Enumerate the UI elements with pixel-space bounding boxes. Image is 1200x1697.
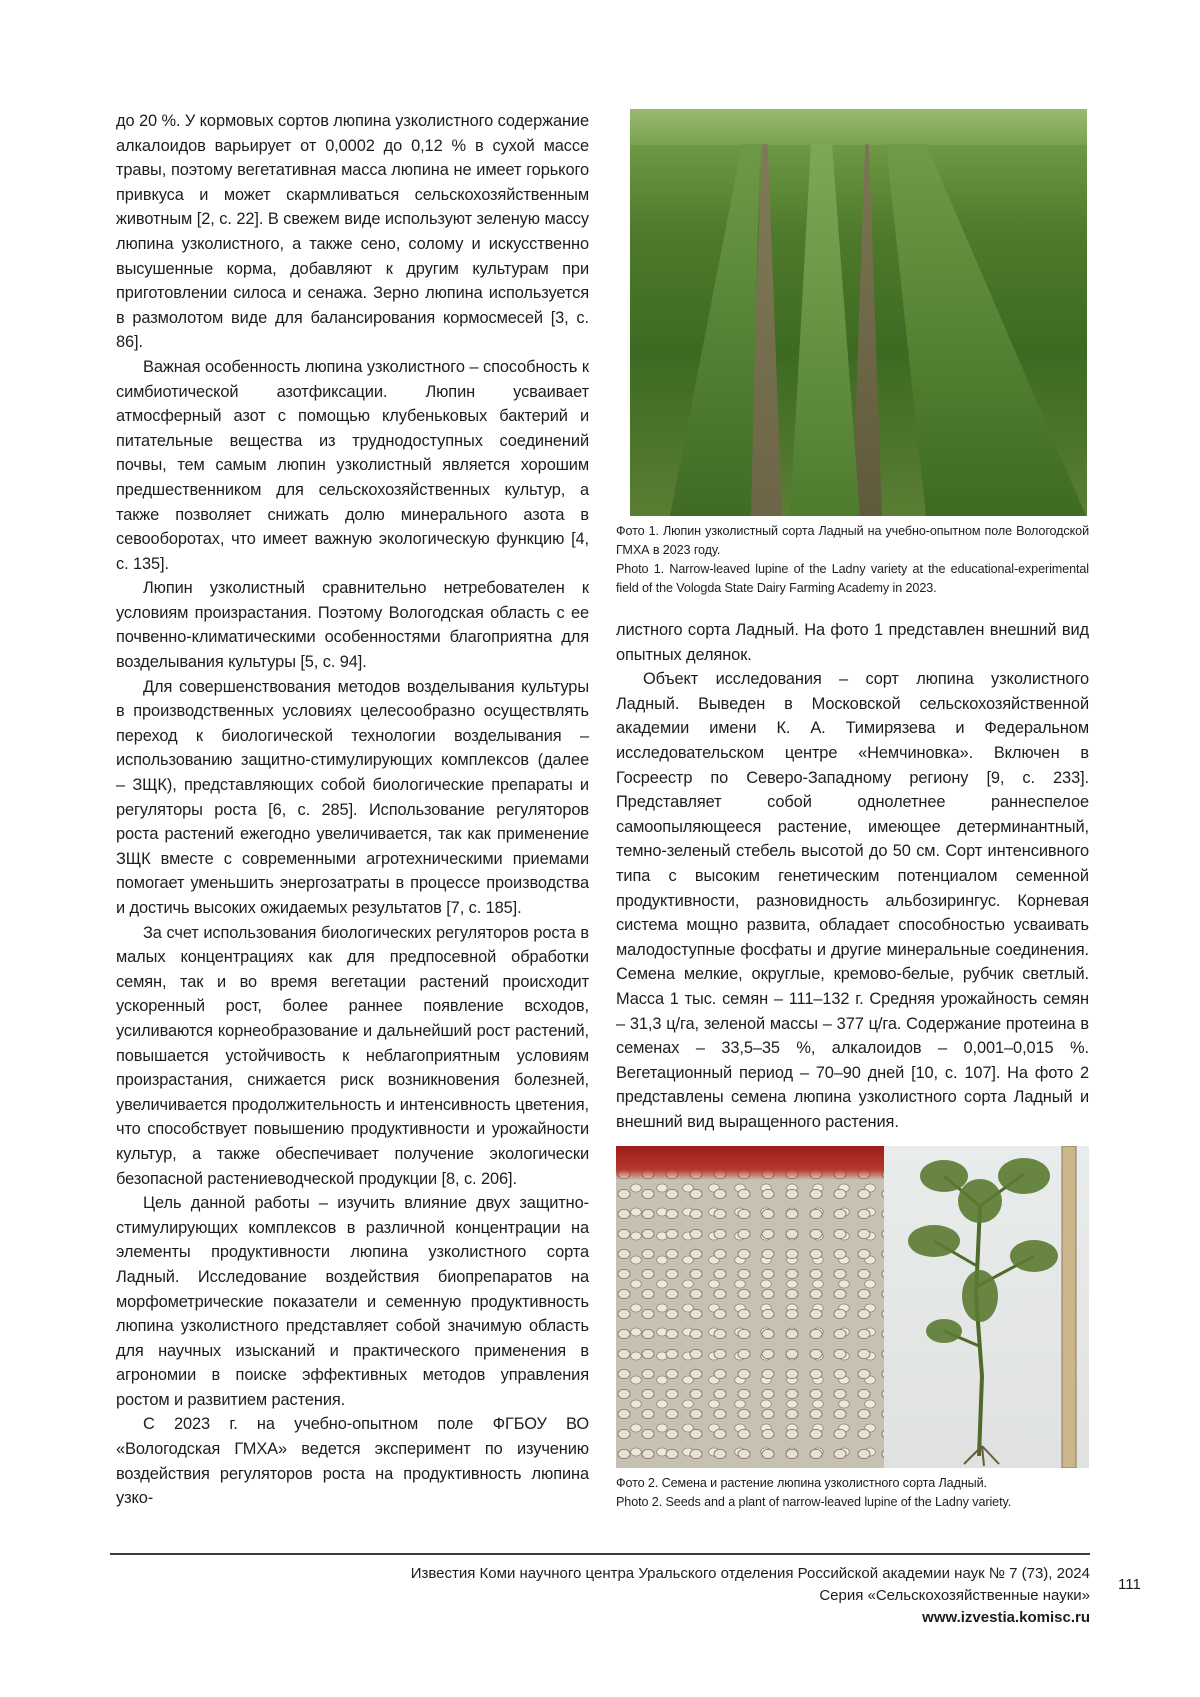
plant-leaves xyxy=(908,1158,1058,1343)
photo2-caption-en: Photo 2. Seeds and a plant of narrow-leaved lupine of the Ladny variety. xyxy=(616,1495,1012,1510)
body-paragraph: Важная особенность люпина узколистного – способность к симбиотической азотфиксации. Люпин усваивает атмосферный азот с помощью клубеньковых бактерий и питательные вещества из труднодоступных соединений почвы, тем самым люпин узколистный является хорошим предшественником для сельскохозяйственных культур, а также позволяет снижать долю минерального азота в севооборотах, что имеет важную экологическую функцию [4, с. 135]. xyxy=(116,357,589,573)
photo1-caption-en: Photo 1. Narrow-leaved lupine of the Ladny variety at the educational-experimental field of the Vologda State Dairy Farming Academy in 2023. xyxy=(616,562,1089,595)
body-paragraph: до 20 %. У кормовых сортов люпина узколистного содержание алкалоидов варьирует от 0,0002 до 0,12 % в сухой массе травы, поэтому вегетативная масса люпина не имеет горького привкуса и может скармливаться сельскохозяйственным животным [2, с. 22]. В свежем виде используют зеленую массу люпина узколистного, а также сено, солому и искусственно высушенные корма, добавляют к другим культурам при приготовлении силоса и сенажа. Зерно люпина используется в размолотом виде для балансирования кормосмесей [3, с. 86]. xyxy=(116,112,589,352)
lupine-row xyxy=(886,144,1086,516)
plant-illustration xyxy=(884,1146,1089,1468)
plant-stem xyxy=(976,1206,982,1456)
photo-lupine-field xyxy=(630,109,1087,516)
body-paragraph: Цель данной работы – изучить влияние двух защитно-стимулирующих комплексов в различной концентрации на элементы продуктивности люпина узколистного сорта Ладный. Исследование воздействия биопрепаратов на морфометрические показатели и семенную продуктивность люпина узколистного представляет собой значимую область для научных изысканий и практического применения в агрономии в поиске эффективных методов управления ростом и развитием растения. xyxy=(116,1194,589,1409)
seeds-background xyxy=(616,1146,884,1180)
body-paragraph: С 2023 г. на учебно-опытном поле ФГБОУ ВО «Вологодская ГМХА» ведется эксперимент по изучению воздействия регуляторов роста на продуктивность люпина узко- xyxy=(116,1415,589,1508)
body-paragraph: За счет использования биологических регуляторов роста в малых концентрациях как для предпосевной обработки семян, так и во время вегетации растений происходит ускоренный рост, более раннее появление всходов, усиливаются корнеобразование и дальнейший рост растений, повышается устойчивость к неблагоприятным условиям произрастания, снижается риск возникновения болезней, увеличивается продолжительность и интенсивность цветения, что способствует повышению продуктивности и урожайности культур, а также обеспечивает получение экологически безопасной растениеводческой продукции [8, с. 206]. xyxy=(116,923,589,1188)
body-paragraph: Для совершенствования методов возделывания культуры в производственных условиях целесообразно осуществлять переход к биологической технологии возделывания – использованию защитно-стимулирующих комплексов (далее – ЗЩК), представляющих собой биологические препараты и регуляторы роста [6, с. 285]. Использование регуляторов роста растений ежегодно увеличивается, так как применение ЗЩК вместе с современными агротехническими приемами помогает уменьшить энергозатраты в процессе производства и достичь высоких ожидаемых результатов [7, с. 185]. xyxy=(116,677,589,917)
footer-url[interactable]: www.izvestia.komisc.ru xyxy=(922,1609,1090,1626)
footer-journal: Известия Коми научного центра Уральского отделения Российской академии наук № 7 (73), 2024 xyxy=(410,1565,1090,1582)
field-background xyxy=(630,109,1087,145)
page-number: 111 xyxy=(1118,1576,1141,1593)
body-paragraph: листного сорта Ладный. На фото 1 представлен внешний вид опытных делянок. xyxy=(616,621,1089,664)
lupine-row xyxy=(670,144,760,516)
body-paragraph: Объект исследования – сорт люпина узколистного Ладный. Выведен в Московской сельскохозяйственной академии имени К. А. Тимирязева и Федеральном исследовательском центре «Немчиновка». Включен в Госреестр по Северо-Западному региону [9, с. 233]. Представляет собой однолетнее раннеспелое самоопыляющееся растение, имеющее детерминантный, темно-зеленый стебель высотой до 50 см. Сорт интенсивного типа с высоким генетическим потенциалом семенной продуктивности, разновидность альбозирингус. Корневая система мощно развита, обладает способностью усваивать малодоступные фосфаты и другие минеральные соединения. Семена мелкие, округлые, кремово-белые, рубчик светлый. Масса 1 тыс. семян – 111–132 г. Средняя урожайность семян – 31,3 ц/га, зеленой массы – 377 ц/га. Содержание протеина в семенах – 33,5–35 %, алкалоидов – 0,001–0,015 %. Вегетационный период – 70–90 дней [10, с. 107]. На фото 2 представлены семена люпина узколистного сорта Ладный и внешний вид выращенного растения. xyxy=(616,670,1089,1131)
lupine-row xyxy=(790,144,860,516)
photo-lupine-seeds xyxy=(616,1146,884,1468)
field-path xyxy=(852,144,882,516)
body-paragraph: Люпин узколистный сравнительно нетребователен к условиям произрастания. Поэтому Вологодская область с ее почвенно-климатическими особенностями благоприятна для возделывания культуры [5, с. 94]. xyxy=(116,579,589,672)
photo-seeds-and-plant xyxy=(616,1146,1089,1468)
photo2-caption xyxy=(616,1474,1089,1512)
footer-series: Серия «Сельскохозяйственные науки» xyxy=(819,1587,1090,1604)
ruler xyxy=(1062,1146,1076,1468)
left-column xyxy=(116,109,589,1511)
footer xyxy=(411,1563,1090,1629)
right-column xyxy=(616,109,1089,1512)
plant-roots xyxy=(964,1446,999,1466)
photo1-caption xyxy=(616,522,1089,598)
photo1-caption-ru: Фото 1. Люпин узколистный сорта Ладный на учебно-опытном поле Вологодской ГМХА в 2023 году. xyxy=(616,524,1089,557)
photo2-caption-ru: Фото 2. Семена и растение люпина узколистного сорта Ладный. xyxy=(616,1476,987,1491)
photo-lupine-plant xyxy=(884,1146,1089,1468)
footer-divider xyxy=(110,1553,1090,1555)
